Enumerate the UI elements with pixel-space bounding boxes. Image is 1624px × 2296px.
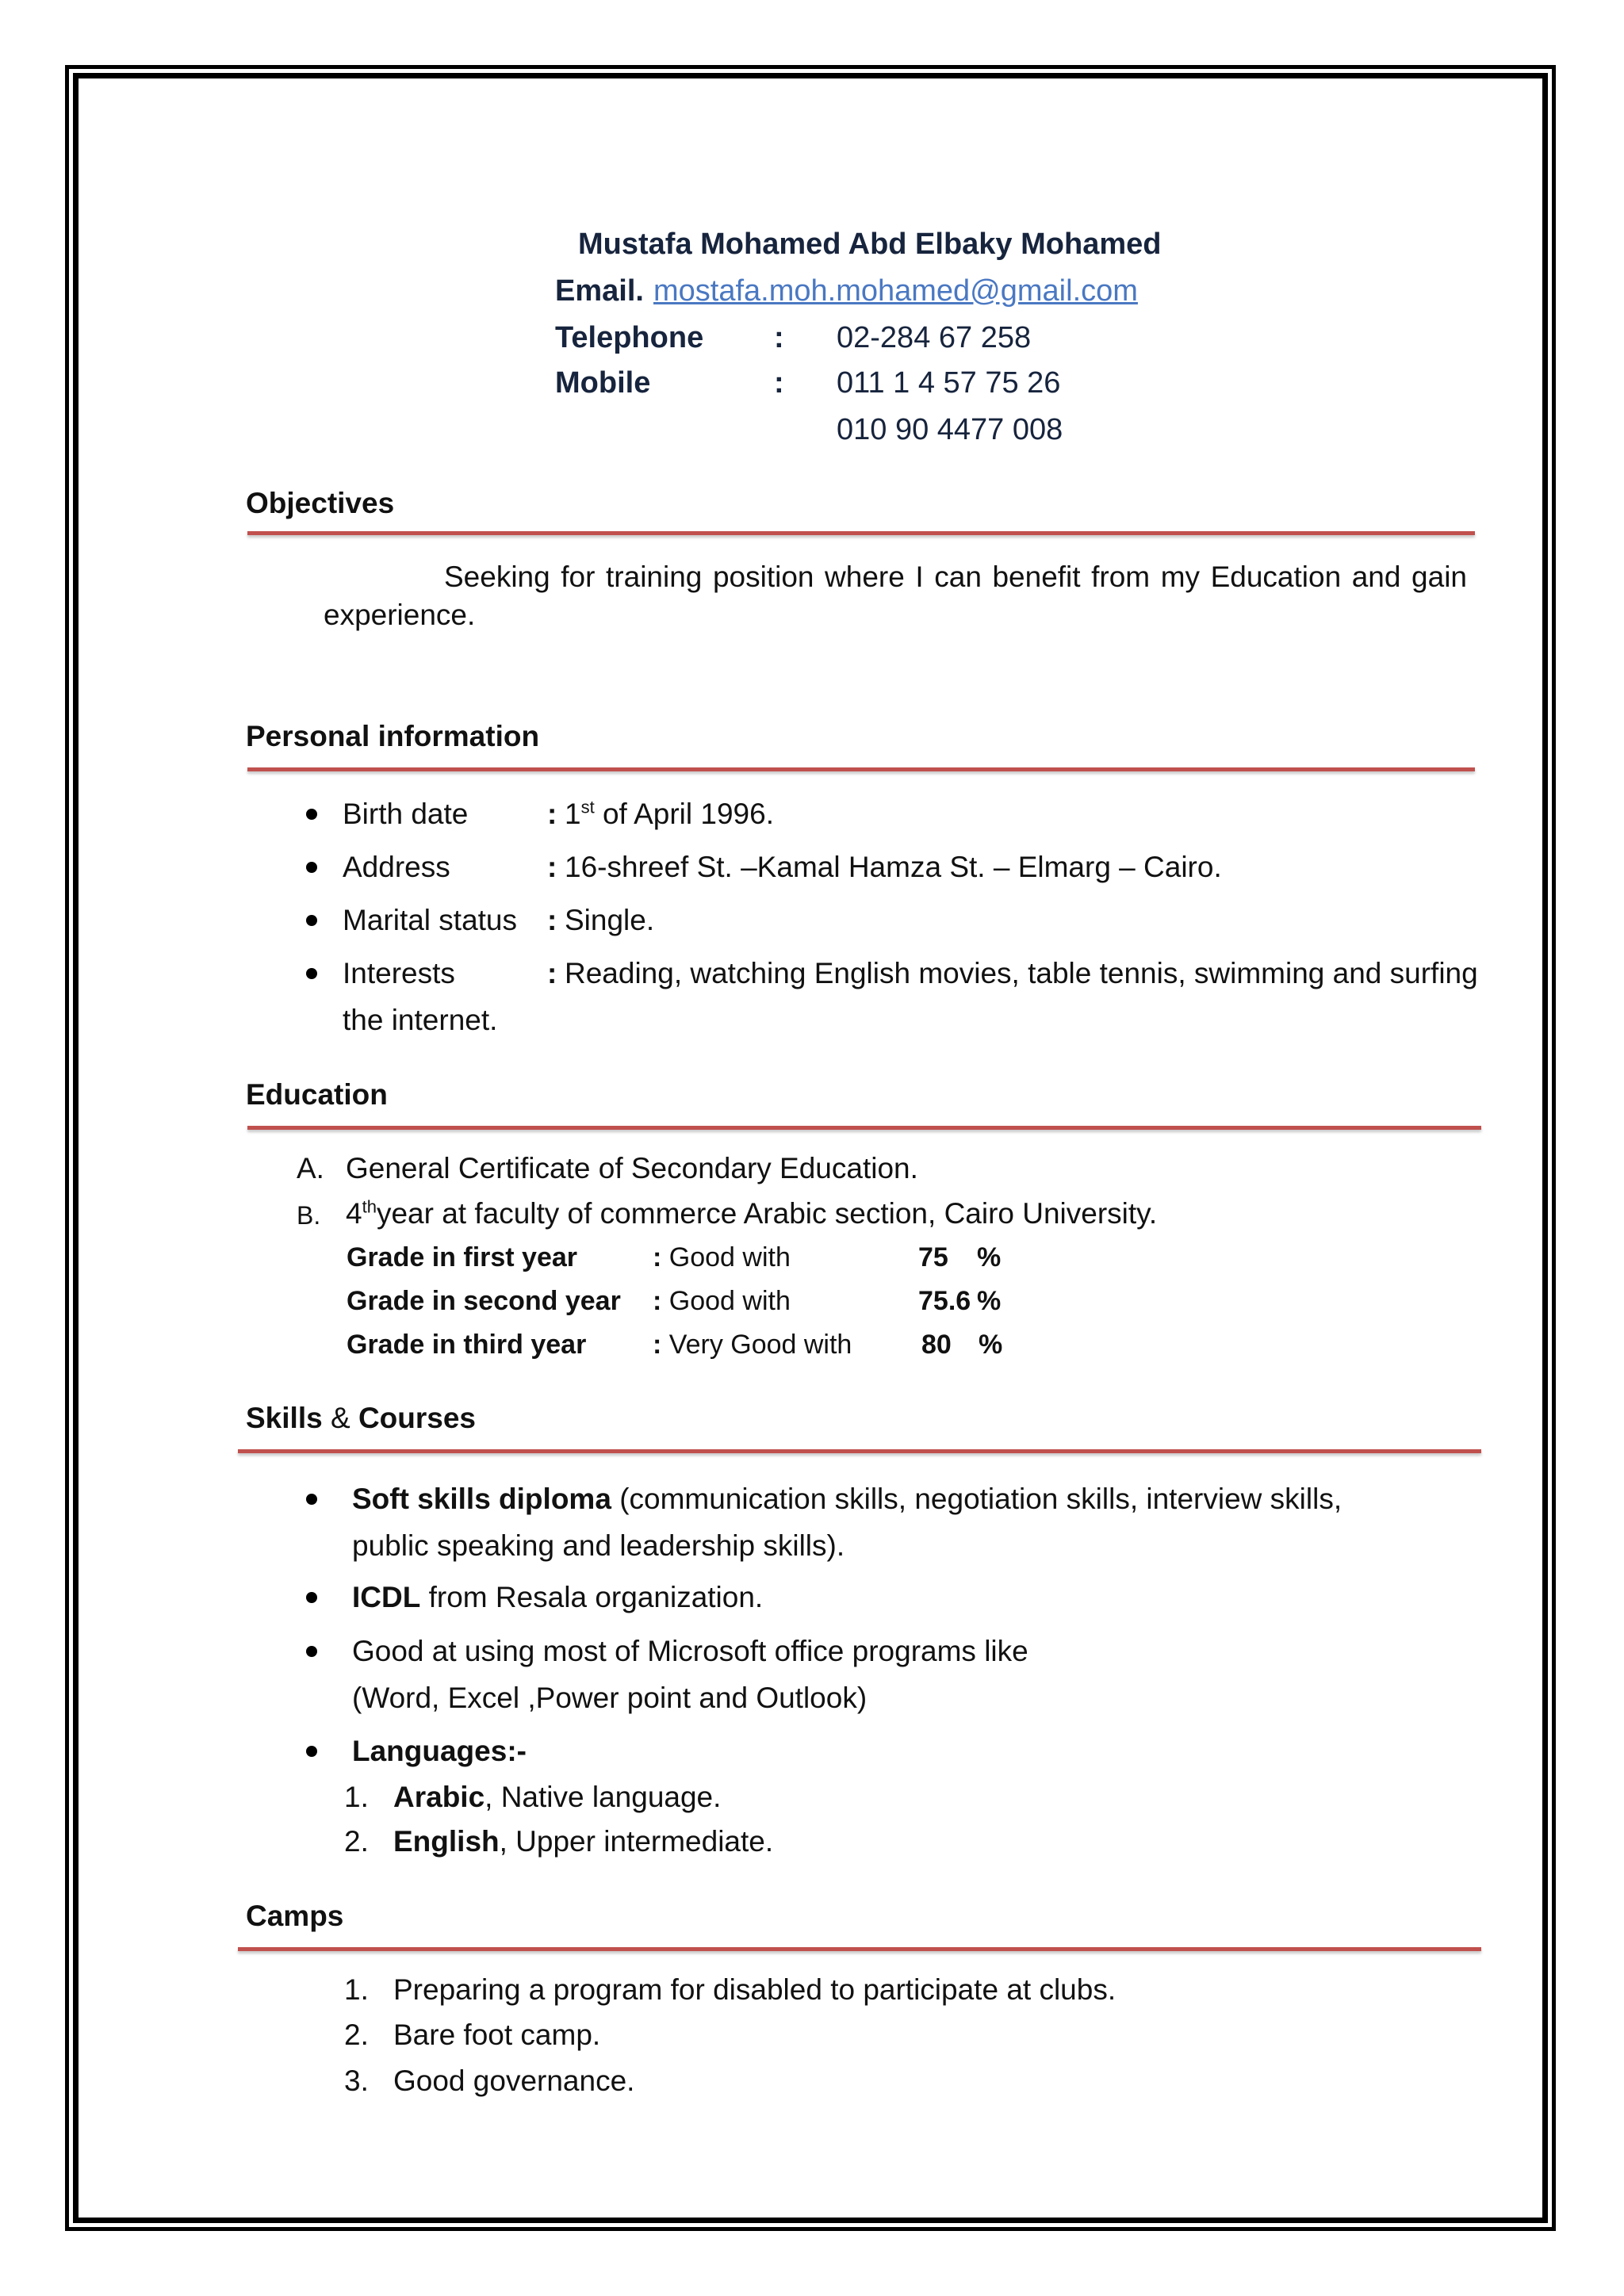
grade-desc-third: : Very Good with [653,1330,852,1360]
personal-sep-interests: : [547,957,557,989]
mobile-value-2: 010 90 4477 008 [837,413,1063,446]
personal-value-marital: Single. [565,904,655,936]
section-heading-objectives: Objectives [246,487,395,519]
language-number: 1. [344,1781,369,1813]
skill-icdl: ICDL from Resala organization. [352,1581,764,1613]
section-rule-skills [238,1449,1481,1453]
candidate-name: Mustafa Mohamed Abd Elbaky Mohamed [578,228,1162,261]
mobile-colon: : [774,366,784,400]
grade-value-third: 80 [921,1330,952,1360]
objective-line-2: experience. [324,599,476,631]
camp-item: Preparing a program for disabled to participate at clubs. [393,1973,1116,2006]
camp-item: Good governance. [393,2064,635,2097]
grade-desc-second: : Good with [653,1286,791,1316]
section-heading-skills: Skills & Courses [246,1402,476,1434]
grade-value-first: 75 [918,1242,948,1272]
language-item-arabic: Arabic, Native language. [393,1781,722,1813]
education-marker-a: A. [297,1152,324,1184]
personal-value-interests-cont: the internet. [343,1004,498,1036]
personal-label-birth: Birth date [343,798,469,830]
bullet-icon [306,915,317,926]
skill-office-cont: (Word, Excel ,Power point and Outlook) [352,1682,868,1714]
bullet-icon [306,1646,317,1657]
grade-label-third: Grade in third year [347,1330,587,1360]
section-rule-camps [238,1947,1481,1951]
section-rule-education [247,1126,1481,1130]
grade-unit-second: % [977,1286,1002,1316]
skill-soft-skills-cont: public speaking and leadership skills). [352,1529,845,1562]
grade-unit-third: % [979,1330,1003,1360]
camp-number: 3. [344,2064,369,2097]
camp-number: 1. [344,1973,369,2006]
personal-value-address: 16-shreef St. –Kamal Hamza St. – Elmarg – Cairo. [565,851,1222,883]
personal-label-interests: Interests [343,957,455,989]
camp-number: 2. [344,2019,369,2051]
personal-label-address: Address [343,851,450,883]
education-item-b: 4thyear at faculty of commerce Arabic section, Cairo University. [346,1196,1158,1230]
section-heading-camps: Camps [246,1900,344,1932]
skill-soft-skills: Soft skills diploma (communication skills, negotiation skills, interview skills, [352,1483,1342,1515]
personal-value-interests: Reading, watching English movies, table tennis, swimming and surfing [565,957,1478,989]
education-item-a: General Certificate of Secondary Education. [346,1152,918,1184]
telephone-label: Telephone [555,321,704,354]
email-label: Email. [555,274,644,308]
section-rule-personal [247,767,1475,771]
bullet-icon [306,1494,317,1505]
personal-sep-marital: : [547,904,557,936]
mobile-label: Mobile [555,366,651,400]
grade-desc-first: : Good with [653,1242,791,1272]
language-item-english: English, Upper intermediate. [393,1825,774,1858]
section-heading-education: Education [246,1078,388,1111]
grade-unit-first: % [977,1242,1002,1272]
bullet-icon [306,1592,317,1603]
bullet-icon [306,809,317,820]
telephone-value: 02-284 67 258 [837,321,1032,354]
personal-value-birth: 1st of April 1996. [565,797,774,830]
personal-sep-address: : [547,851,557,883]
education-marker-b: B. [297,1201,321,1230]
telephone-colon: : [774,321,784,354]
language-number: 2. [344,1825,369,1858]
mobile-value-1: 011 1 4 57 75 26 [837,366,1061,400]
email-link[interactable]: mostafa.moh.mohamed@gmail.com [653,274,1138,308]
skill-office: Good at using most of Microsoft office programs like [352,1635,1028,1667]
camp-item: Bare foot camp. [393,2019,601,2051]
objective-line-1: Seeking for training position where I can benefit from my Education and gain [444,561,1467,593]
grade-label-second: Grade in second year [347,1286,621,1316]
bullet-icon [306,862,317,873]
section-heading-personal: Personal information [246,720,540,752]
grade-value-second: 75.6 [918,1286,971,1316]
skill-languages-label: Languages:- [352,1735,527,1767]
personal-sep-birth: : [547,798,557,830]
personal-label-marital: Marital status [343,904,518,936]
bullet-icon [306,968,317,979]
grade-label-first: Grade in first year [347,1242,578,1272]
bullet-icon [306,1746,317,1757]
section-rule-objectives [247,531,1475,535]
